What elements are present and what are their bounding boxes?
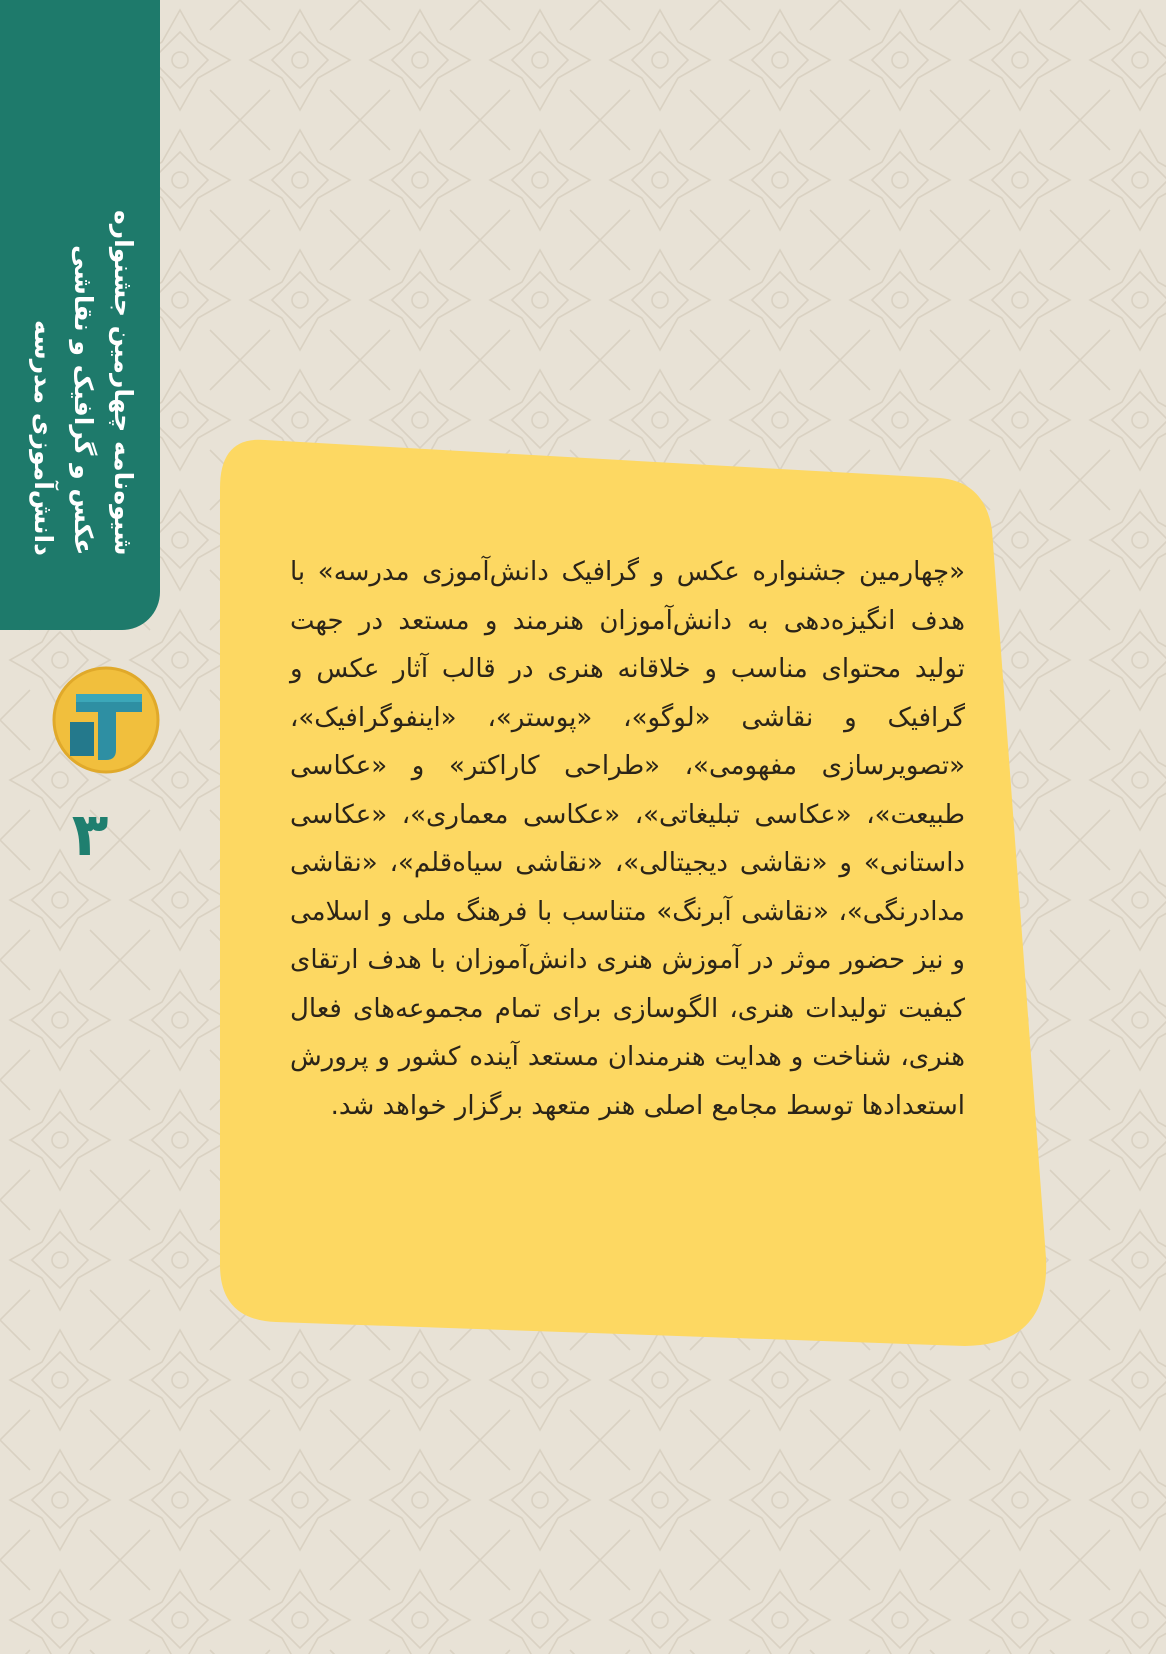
sidebar-title-line-1: شیوه‌نامه چهارمین جشنواره bbox=[109, 210, 138, 556]
sidebar-title-line-2: عکس و گرافیک و نقاشی bbox=[69, 245, 98, 556]
card-paragraph: «چهارمین جشنواره عکس و گرافیک دانش‌آموزی مدرسه» با هدف انگیزه‌دهی به دانش‌آموزان هنرمند و مستعد در جهت تولید محتوای مناسب و خلاقانه هنری در قالب آثار عکس و گرافیک و نقاشی «لوگو»، «پوستر»، «اینفوگرافیک»، «تصویرسازی مفهومی»، «طراحی کاراکتر» و «عکاسی طبیعت»، «عکاسی تبلیغاتی»، «عکاسی معماری»، «عکاسی داستانی» و «نقاشی دیجیتالی»، «نقاشی سیاه‌قلم»، «نقاشی مدادرنگی»، «نقاشی آبرنگ» متناسب با فرهنگ ملی و اسلامی و نیز حضور موثر در آموزش هنری دانش‌آموزان با هدف ارتقای کیفیت تولیدات هنری، الگوسازی برای تمام مجموعه‌های فعال هنری، شناخت و هدایت هنرمندان مستعد آینده کشور و پرورش استعدادها توسط مجامع اصلی هنر متعهد برگزار خواهد شد. bbox=[290, 557, 965, 1121]
sidebar-title-line-3: دانش‌آموزی مدرسه bbox=[29, 319, 58, 556]
page-number: ۳ bbox=[71, 800, 109, 870]
